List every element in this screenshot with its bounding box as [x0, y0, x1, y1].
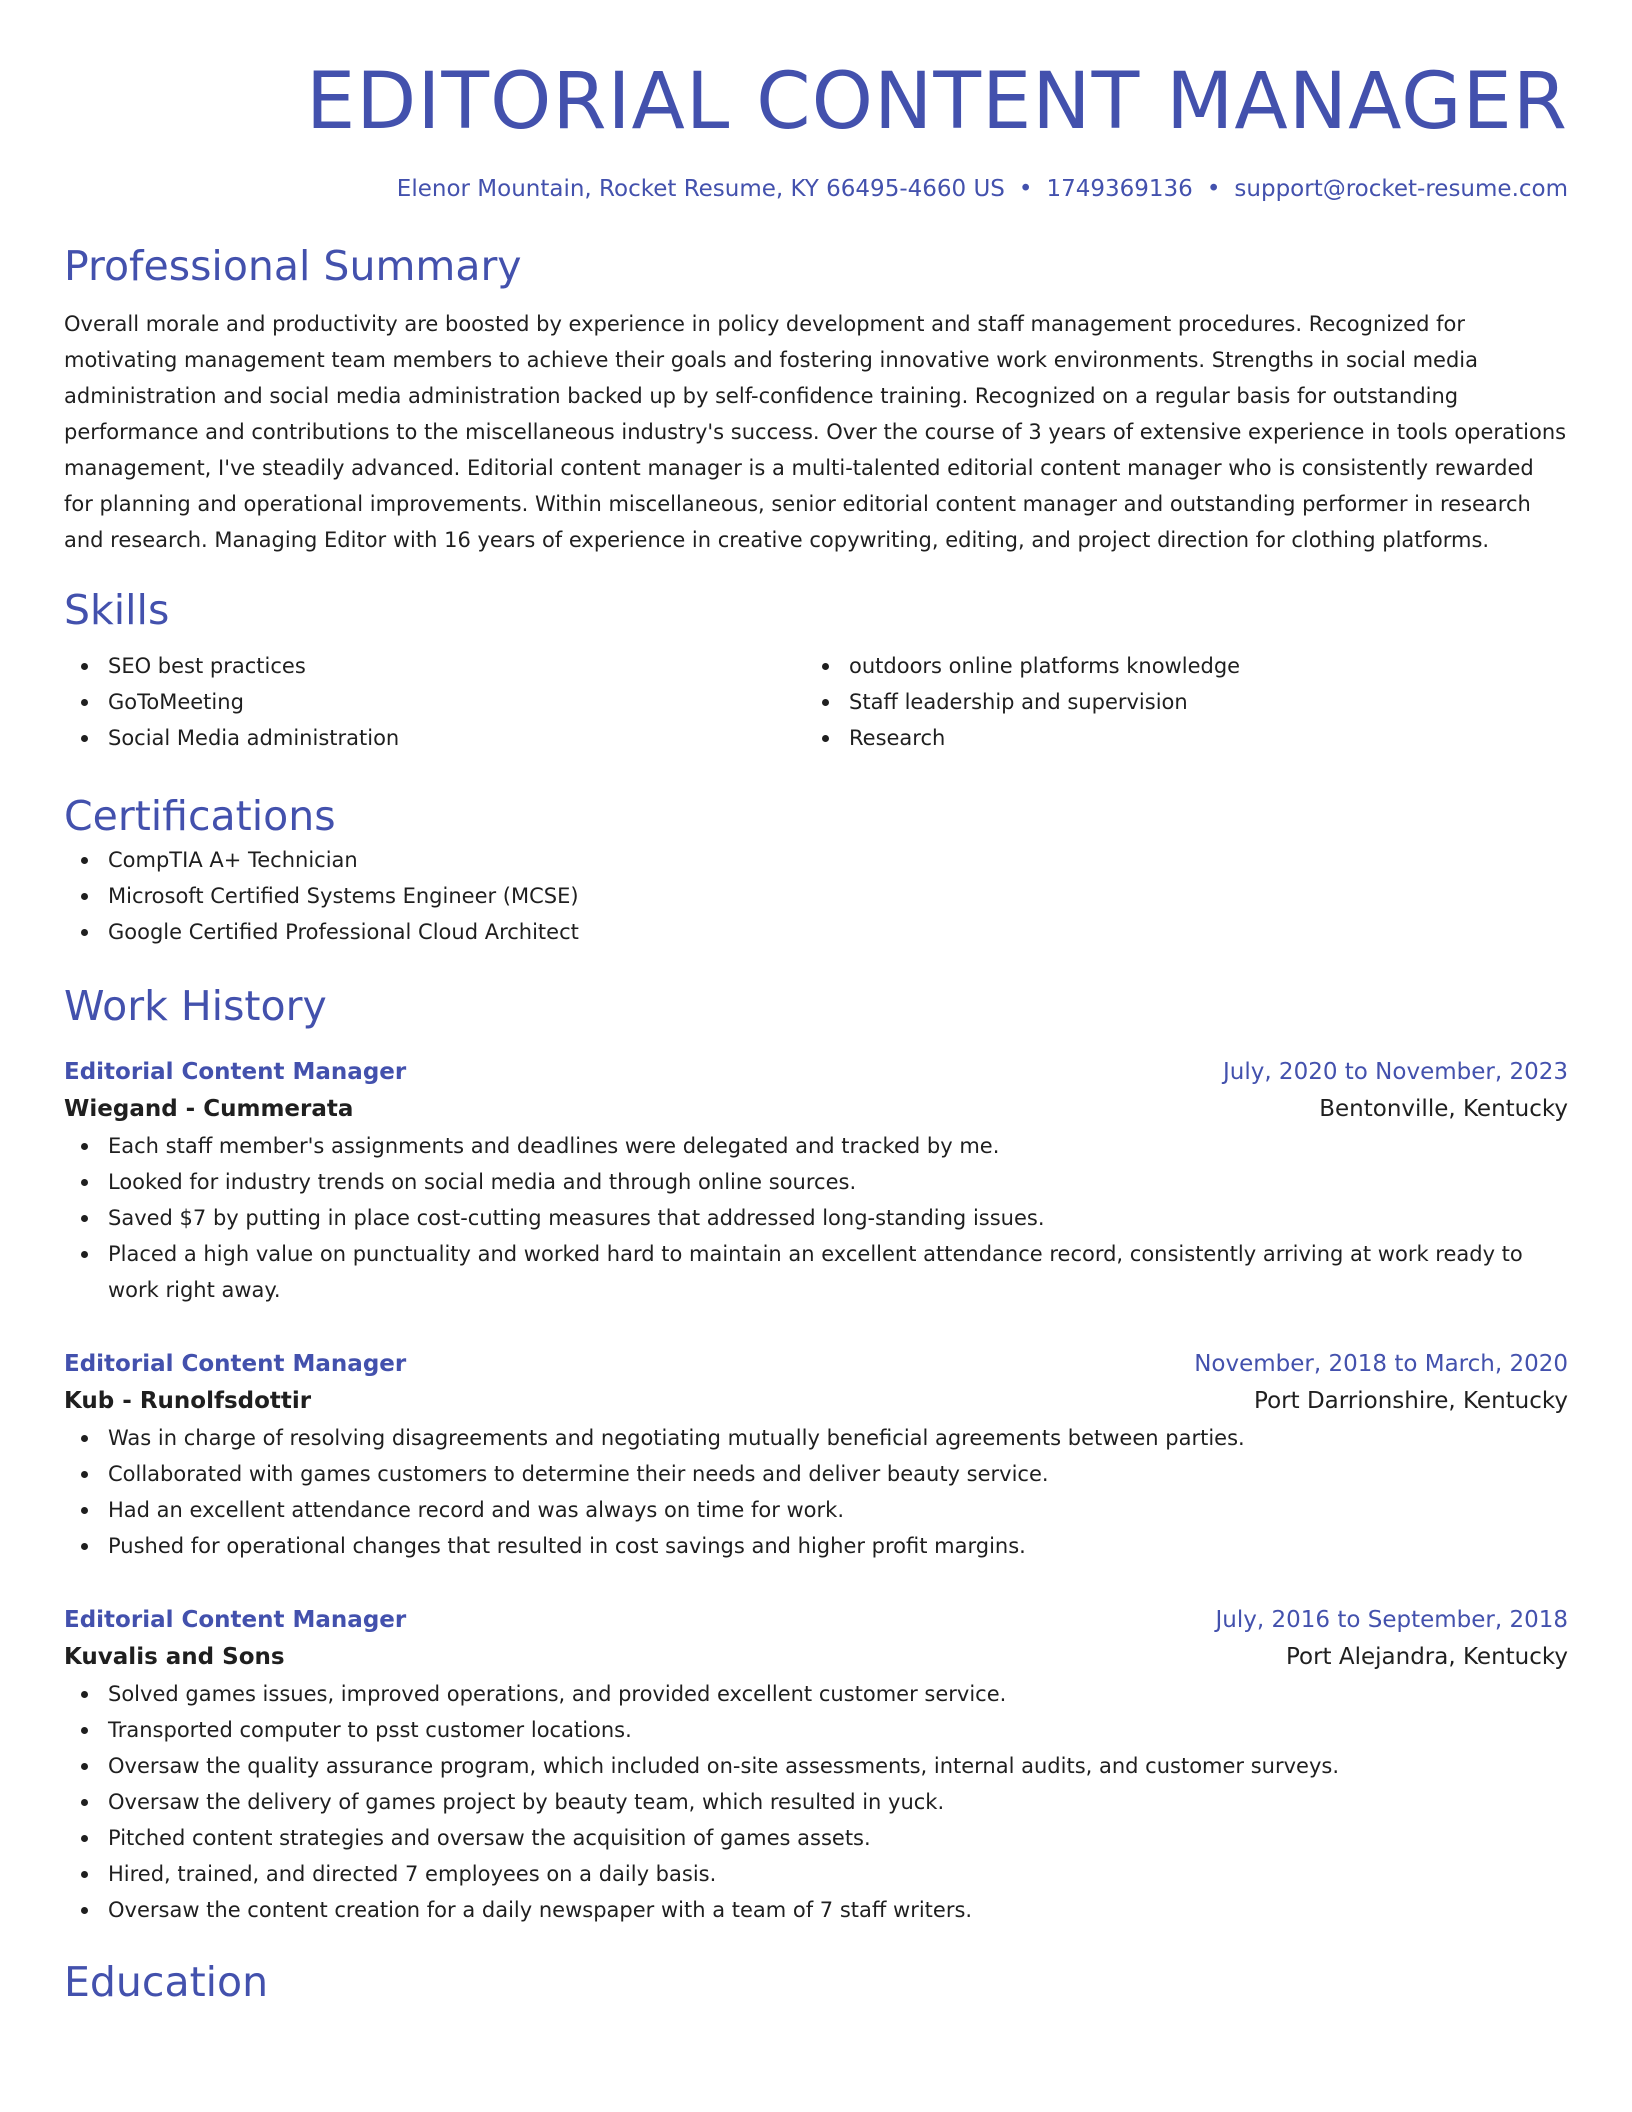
job-company: Kuvalis and Sons — [64, 1644, 285, 1670]
job-title: Editorial Content Manager — [64, 1059, 407, 1085]
contact-separator: • — [1206, 176, 1221, 202]
certification-item: CompTIA A+ Technician — [108, 842, 1568, 878]
skills-column-right — [805, 648, 1568, 756]
job-duty: Saved $7 by putting in place cost-cutting measures that addressed long-standing issues. — [108, 1200, 1568, 1236]
job-entry — [64, 1346, 1568, 1564]
education-heading: Education — [64, 1958, 269, 2006]
summary-heading: Professional Summary — [64, 242, 522, 290]
job-duty: Looked for industry trends on social media and through online sources. — [108, 1164, 1568, 1200]
skills-list — [64, 648, 1568, 756]
contact-phone: 1749369136 — [1046, 176, 1193, 202]
job-duty: Oversaw the delivery of games project by beauty team, which resulted in yuck. — [108, 1784, 1568, 1820]
certifications-list — [64, 842, 1568, 950]
job-duty: Hired, trained, and directed 7 employees on a daily basis. — [108, 1856, 1568, 1892]
job-duty: Oversaw the quality assurance program, which included on-site assessments, internal audits, and customer surveys. — [108, 1748, 1568, 1784]
job-duty: Each staff member's assignments and deadlines were delegated and tracked by me. — [108, 1128, 1568, 1164]
job-duty: Solved games issues, improved operations, and provided excellent customer service. — [108, 1676, 1568, 1712]
job-duty: Pushed for operational changes that resulted in cost savings and higher profit margins. — [108, 1528, 1568, 1564]
job-duty: Pitched content strategies and oversaw the acquisition of games assets. — [108, 1820, 1568, 1856]
job-duties-list — [64, 1676, 1568, 1928]
skill-item: outdoors online platforms knowledge — [849, 648, 1568, 684]
certification-item: Google Certified Professional Cloud Architect — [108, 914, 1568, 950]
job-duty: Collaborated with games customers to determine their needs and deliver beauty service. — [108, 1456, 1568, 1492]
job-title: Editorial Content Manager — [64, 1351, 407, 1377]
job-company-row — [64, 1090, 1568, 1128]
certifications-heading: Certifications — [64, 792, 336, 840]
job-header-row — [64, 1054, 1568, 1090]
skill-item: Staff leadership and supervision — [849, 684, 1568, 720]
job-location: Bentonville, Kentucky — [1319, 1096, 1568, 1122]
contact-address: Elenor Mountain, Rocket Resume, KY 66495-4660 US — [396, 176, 1005, 202]
resume-title: EDITORIAL CONTENT MANAGER — [305, 57, 1568, 147]
job-company: Wiegand - Cummerata — [64, 1096, 354, 1122]
summary-text: Overall morale and productivity are boosted by experience in policy development and staff management procedures. Recognized for motivating management team members to achieve their goals and fostering innovative work environments. Strengths in social media administration and social media administration backed up by self-confidence training. Recognized on a regular basis for outstanding performance and contributions to the miscellaneous industry's success. Over the course of 3 years of extensive experience in tools operations management, I've steadily advanced. Editorial content manager is a multi-talented editorial content manager who is consistently rewarded for planning and operational improvements. Within miscellaneous, senior editorial content manager and outstanding performer in research and research. Managing Editor with 16 years of experience in creative copywriting, editing, and project direction for clothing platforms. — [64, 312, 1567, 552]
contact-separator: • — [1018, 176, 1033, 202]
contact-line — [64, 174, 1568, 204]
job-duty: Had an excellent attendance record and was always on time for work. — [108, 1492, 1568, 1528]
job-dates: July, 2016 to September, 2018 — [1215, 1607, 1568, 1633]
skill-item: Social Media administration — [108, 720, 805, 756]
job-location: Port Darrionshire, Kentucky — [1254, 1388, 1568, 1414]
job-header-row — [64, 1602, 1568, 1638]
job-company: Kub - Runolfsdottir — [64, 1388, 312, 1414]
skill-item: SEO best practices — [108, 648, 805, 684]
work-history-heading: Work History — [64, 982, 327, 1030]
skills-column-left — [64, 648, 805, 756]
job-dates: July, 2020 to November, 2023 — [1222, 1059, 1568, 1085]
job-duty: Was in charge of resolving disagreements and negotiating mutually beneficial agreements between parties. — [108, 1420, 1568, 1456]
job-duty: Transported computer to psst customer locations. — [108, 1712, 1568, 1748]
contact-email[interactable]: support@rocket-resume.com — [1234, 176, 1568, 202]
job-duty: Oversaw the content creation for a daily newspaper with a team of 7 staff writers. — [108, 1892, 1568, 1928]
job-dates: November, 2018 to March, 2020 — [1194, 1351, 1568, 1377]
certification-item: Microsoft Certified Systems Engineer (MCSE) — [108, 878, 1568, 914]
job-duties-list — [64, 1128, 1568, 1308]
skill-item: Research — [849, 720, 1568, 756]
job-company-row — [64, 1638, 1568, 1676]
job-header-row — [64, 1346, 1568, 1382]
job-location: Port Alejandra, Kentucky — [1285, 1644, 1568, 1670]
skill-item: GoToMeeting — [108, 684, 805, 720]
job-duty: Placed a high value on punctuality and worked hard to maintain an excellent attendance record, consistently arriving at work ready to work right away. — [108, 1236, 1568, 1308]
skills-heading: Skills — [64, 586, 170, 634]
job-entry — [64, 1054, 1568, 1308]
job-entry — [64, 1602, 1568, 1928]
job-company-row — [64, 1382, 1568, 1420]
job-duties-list — [64, 1420, 1568, 1564]
job-title: Editorial Content Manager — [64, 1607, 407, 1633]
